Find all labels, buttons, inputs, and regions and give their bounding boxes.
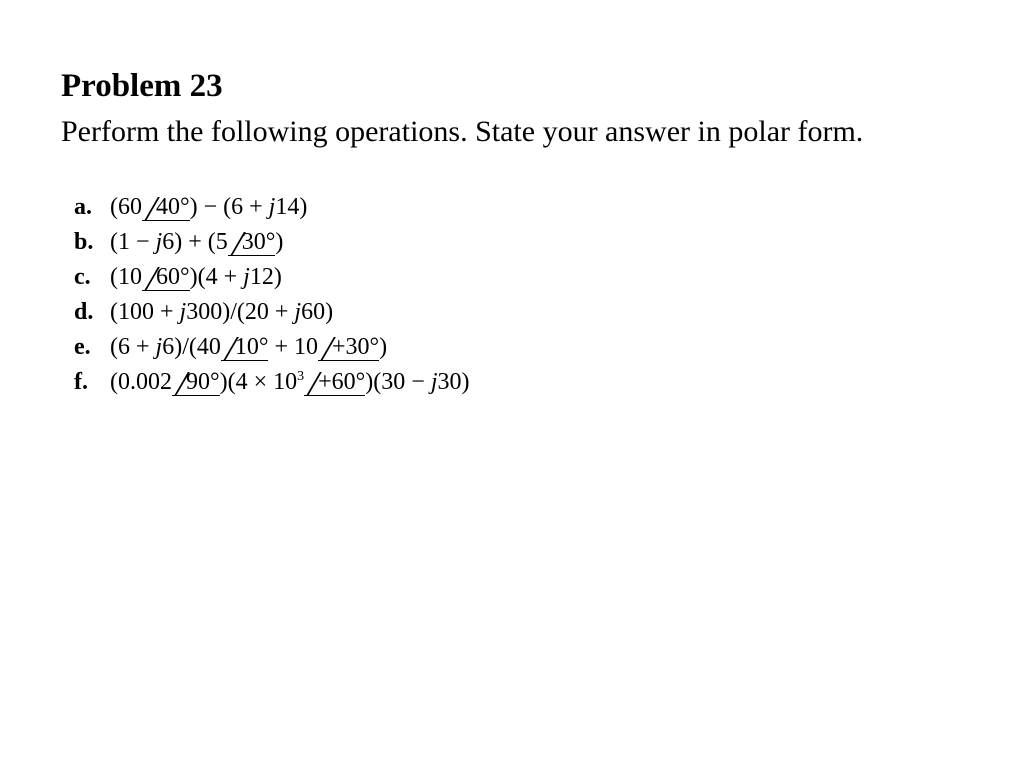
expr-text: 12) xyxy=(249,264,282,290)
imaginary-unit: j xyxy=(179,299,187,325)
item-expression xyxy=(110,190,307,225)
exponent: 3 xyxy=(297,369,305,384)
imaginary-unit: j xyxy=(268,194,276,220)
expr-text: 6) + (5 xyxy=(162,229,228,255)
problem-item-b xyxy=(74,225,469,260)
expr-text: )(4 + xyxy=(189,264,244,290)
item-label: d. xyxy=(74,299,94,325)
expr-text: (1 − xyxy=(110,229,156,255)
angle-phasor: 40° xyxy=(142,194,190,221)
expr-text: + 10 xyxy=(268,334,319,360)
expr-text: ) xyxy=(379,334,388,360)
imaginary-unit: j xyxy=(294,299,302,325)
expr-text: (0.002 xyxy=(110,369,172,395)
expr-text: ) xyxy=(275,229,284,255)
problem-item-c xyxy=(74,260,469,295)
problem-item-f xyxy=(74,365,469,400)
expr-text: )(30 − xyxy=(365,369,431,395)
problem-item-a xyxy=(74,190,469,225)
angle-phasor: +30° xyxy=(318,334,379,361)
expr-text: (100 + xyxy=(110,299,180,325)
imaginary-unit: j xyxy=(155,229,163,255)
item-label: c. xyxy=(74,264,91,290)
item-expression xyxy=(110,260,282,295)
expr-text: 14) xyxy=(275,194,308,220)
expr-text: 60) xyxy=(301,299,334,325)
problem-item-e xyxy=(74,330,469,365)
expr-text: )(4 × 10 xyxy=(219,369,298,395)
item-expression xyxy=(110,295,333,330)
item-expression xyxy=(110,330,387,365)
expr-text: ) − (6 + xyxy=(189,194,269,220)
expr-text: 300)/(20 + xyxy=(186,299,295,325)
imaginary-unit: j xyxy=(243,264,250,290)
expr-text: 6)/(40 xyxy=(162,334,221,360)
imaginary-unit: j xyxy=(155,334,163,360)
expr-text: (10 xyxy=(110,264,142,290)
item-label: b. xyxy=(74,229,94,255)
angle-phasor: 90° xyxy=(172,369,220,396)
item-label: a. xyxy=(74,194,92,220)
expr-text: 30) xyxy=(437,369,470,395)
item-label: e. xyxy=(74,334,91,360)
imaginary-unit: j xyxy=(430,369,438,395)
angle-phasor: 10° xyxy=(221,334,269,361)
item-label: f. xyxy=(74,369,88,395)
item-expression xyxy=(110,365,469,400)
item-expression xyxy=(110,225,283,260)
expr-text: (60 xyxy=(110,194,142,220)
problem-list xyxy=(74,190,469,400)
problem-title: Problem 23 xyxy=(61,68,223,104)
expr-text: (6 + xyxy=(110,334,156,360)
angle-phasor: +60° xyxy=(304,369,365,396)
angle-phasor: 30° xyxy=(228,229,276,256)
problem-instructions: Perform the following operations. State your answer in polar form. xyxy=(61,115,864,148)
problem-item-d xyxy=(74,295,469,330)
angle-phasor: 60° xyxy=(142,264,190,291)
